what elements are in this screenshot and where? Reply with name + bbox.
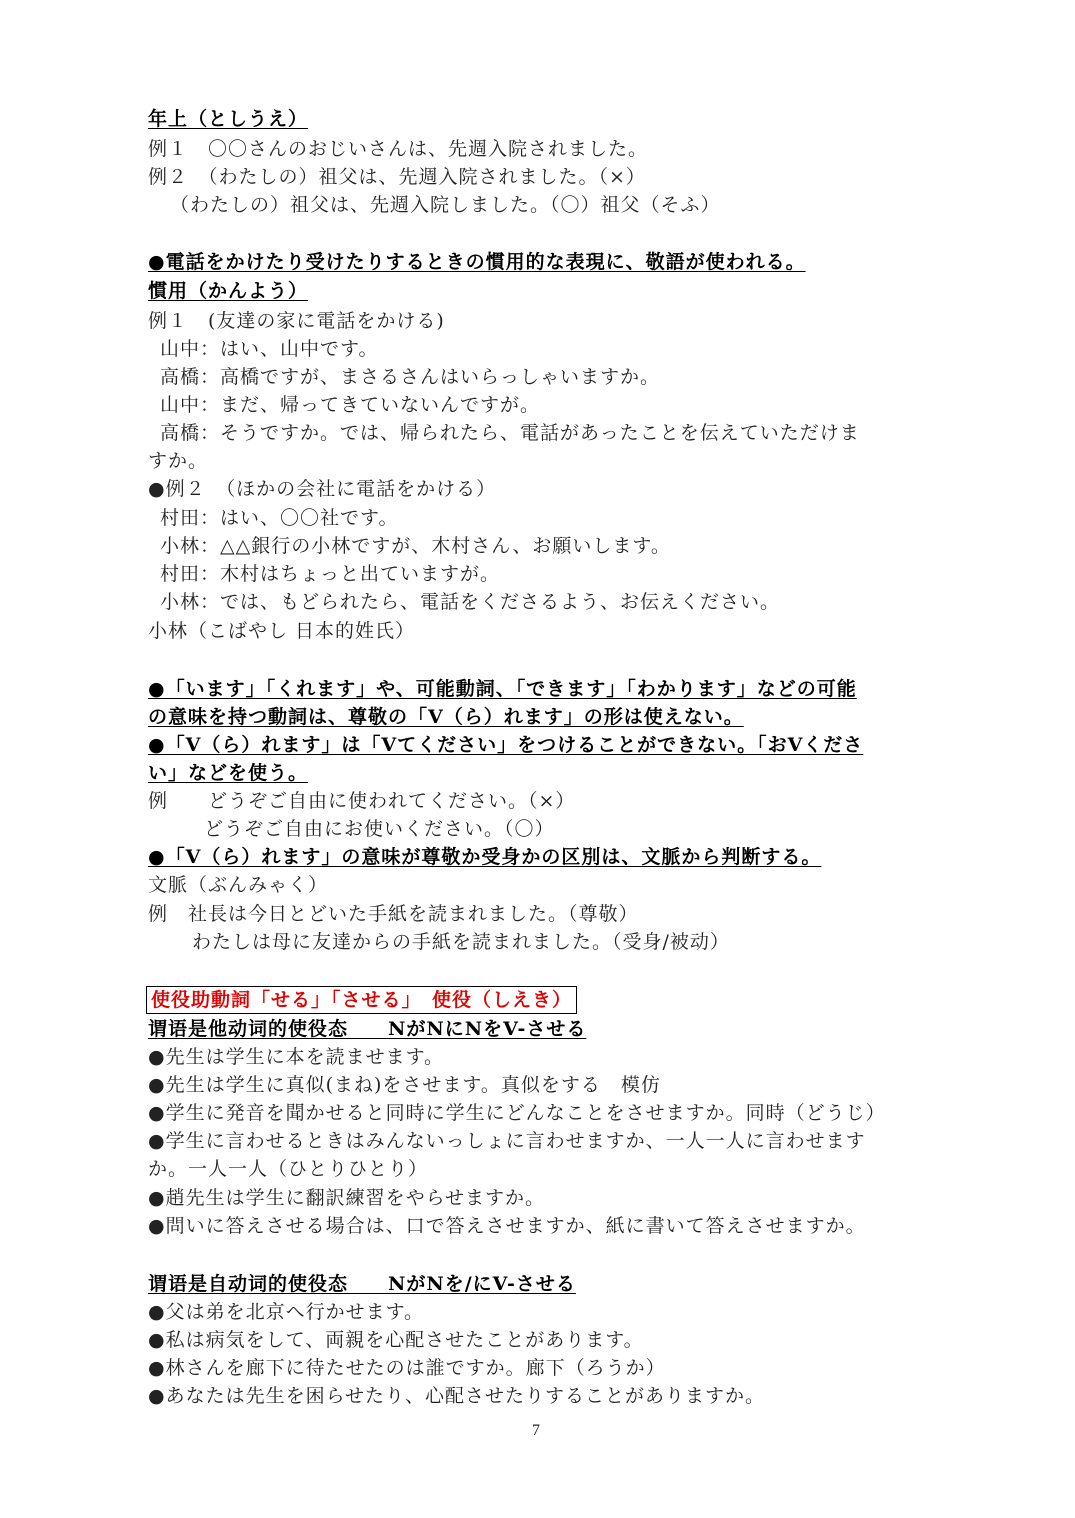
dialogue-line: 村田：はい、〇〇社です。	[160, 507, 399, 529]
page-number: 7	[532, 1422, 540, 1439]
bullet-line: か。一人一人（ひとりひとり）	[148, 1158, 429, 1180]
dialogue-line: すか。	[148, 450, 209, 472]
bullet-line: ●林さんを廊下に待たせたのは誰ですか。廊下（ろうか）	[148, 1357, 666, 1379]
dialogue-line: 高橋：高橋ですが、まさるさんはいらっしゃいますか。	[160, 366, 661, 388]
rule-heading: い」などを使う。	[148, 762, 309, 784]
rule-heading: ●「V（ら）れます」は「Vてください」をつけることができない。「おVくださ	[148, 734, 864, 756]
bullet-line: ●先生は学生に本を読ませます。	[148, 1046, 445, 1068]
rule-heading: の意味を持つ動詞は、尊敬の「V（ら）れます」の形は使えない。	[148, 706, 744, 728]
dialogue-line: 小林：△△銀行の小林ですが、木村さん、お願いします。	[160, 535, 671, 557]
bullet-line: ●学生に発音を聞かせると同時に学生にどんなことをさせますか。同時（どうじ）	[148, 1102, 886, 1124]
example-line: 例 社長は今日とどいた手紙を読まれました。（尊敬）	[148, 903, 639, 925]
example-line: ●例２ （ほかの会社に電話をかける）	[148, 478, 497, 500]
example-line: わたしは母に友達からの手紙を読まれました。（受身/被动）	[192, 931, 730, 953]
dialogue-line: 山中：まだ、帰ってきていないんですが。	[160, 394, 541, 416]
dialogue-line: 高橋：そうですか。では、帰られたら、電話があったことを伝えていただけま	[160, 422, 860, 444]
rule-heading: ●電話をかけたり受けたりするときの慣用的な表現に、敬語が使われる。	[148, 251, 806, 273]
example-line: （わたしの）祖父は、先週入院しました。（〇）祖父（そふ）	[170, 194, 721, 216]
section-heading-shieki: 使役助動詞「せる」「させる」 使役（しえき）	[146, 986, 577, 1014]
heading-kanyou: 慣用（かんよう）	[148, 280, 309, 302]
vocab-note: 小林（こばやし 日本的姓氏）	[148, 620, 416, 642]
bullet-line: ●趙先生は学生に翻訳練習をやらせますか。	[148, 1187, 546, 1209]
bullet-line: ●父は弟を北京へ行かせます。	[148, 1301, 425, 1323]
subheading-intransitive: 谓语是自动词的使役态 NがNを/にV-させる	[148, 1273, 576, 1295]
bullet-line: ●私は病気をして、両親を心配させたことがあります。	[148, 1329, 644, 1351]
bullet-line: ●学生に言わせるときはみんないっしょに言わせますか、一人一人に言わせます	[148, 1130, 866, 1152]
example-line: 例１ (友達の家に電話をかける)	[148, 310, 445, 332]
vocab-note: 文脈（ぶんみゃく）	[148, 874, 329, 896]
example-line: 例 どうぞご自由に使われてください。（×）	[148, 790, 576, 812]
dialogue-line: 村田：木村はちょっと出ていますが。	[160, 563, 501, 585]
bullet-line: ●あなたは先生を困らせたり、心配させたりすることがありますか。	[148, 1385, 766, 1407]
example-line: どうぞご自由にお使いください。（〇）	[204, 818, 555, 840]
bullet-line: ●先生は学生に真似(まね)をさせます。真似をする 模仿	[148, 1074, 661, 1096]
rule-heading: ●「います」「くれます」や、可能動詞、「できます」「わかります」などの可能	[148, 678, 857, 700]
example-line: 例２ （わたしの）祖父は、先週入院されました。（×）	[148, 166, 646, 188]
dialogue-line: 小林：では、もどられたら、電話をくださるよう、お伝えください。	[160, 591, 781, 613]
bullet-line: ●問いに答えさせる場合は、口で答えさせますか、紙に書いて答えさせますか。	[148, 1215, 866, 1237]
dialogue-line: 山中：はい、山中です。	[160, 338, 379, 360]
subheading-transitive: 谓语是他动词的使役态 NがNにNをV-させる	[148, 1018, 587, 1040]
heading-toshiue: 年上（としうえ）	[148, 108, 309, 130]
rule-heading: ●「V（ら）れます」の意味が尊敬か受身かの区別は、文脈から判断する。	[148, 846, 822, 868]
example-line: 例１ 〇〇さんのおじいさんは、先週入院されました。	[148, 138, 649, 160]
